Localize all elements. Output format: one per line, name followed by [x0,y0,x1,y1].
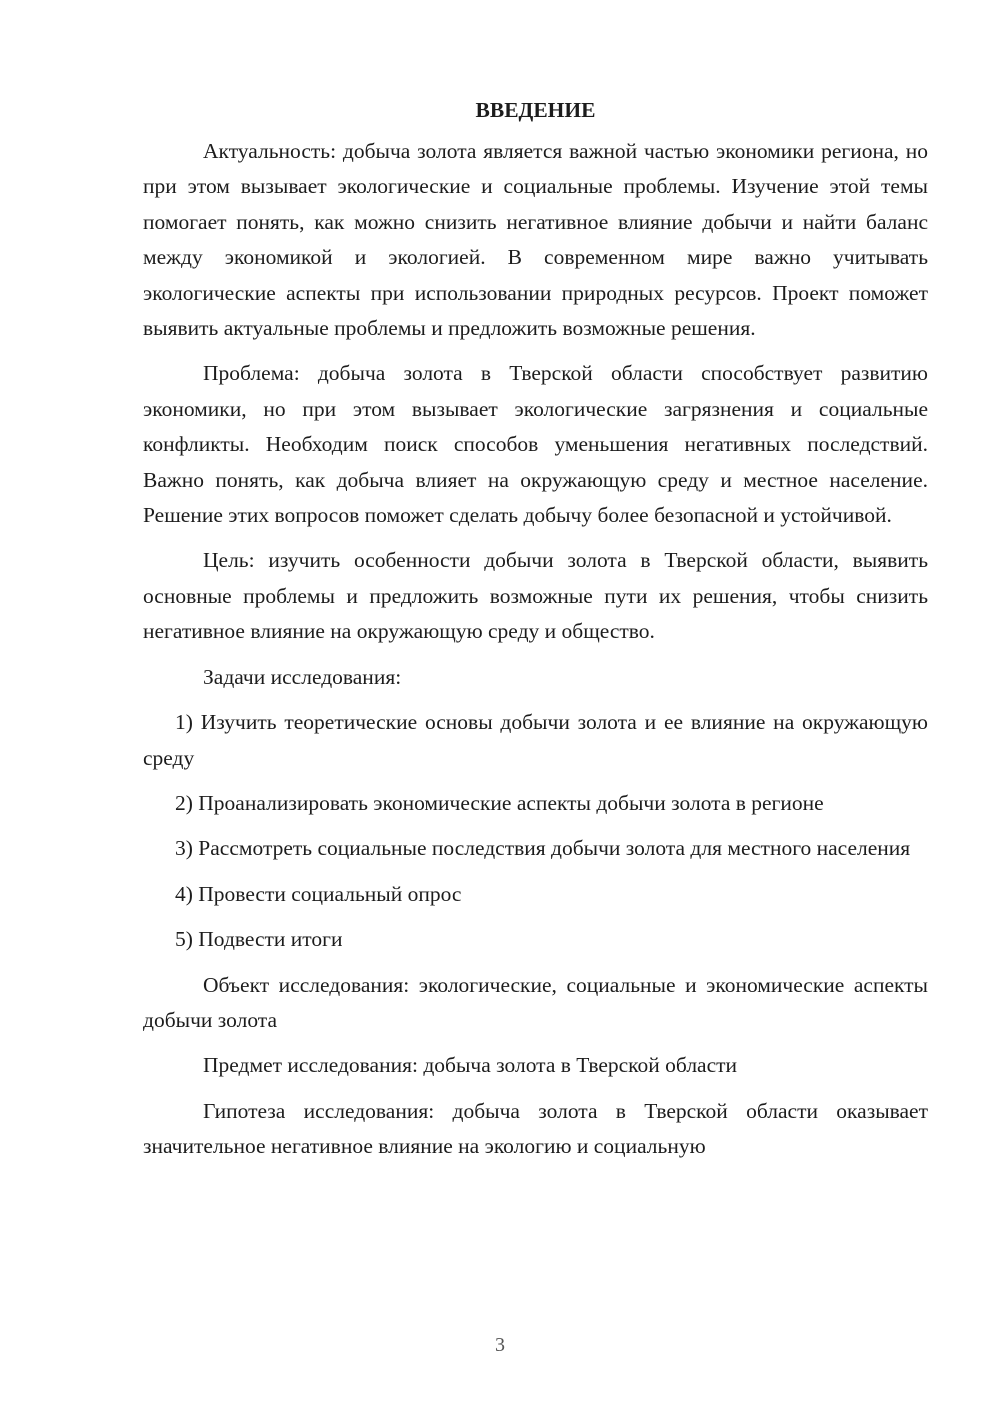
task-item: 3) Рассмотреть социальные последствия добычи золота для местного населения [175,836,911,861]
task-item: 5) Подвести итоги [175,927,343,952]
paragraph-object: Объект исследования: экологические, социальные и экономические аспекты добычи золота [143,972,928,1032]
paragraph-subject: Предмет исследования: добыча золота в Тверской области [203,1053,738,1078]
section-title: ВВЕДЕНИЕ [475,98,596,122]
page-number: 3 [495,1334,505,1356]
paragraph-problem: Проблема: добыча золота в Тверской области способствует развитию экономики, но при этом вызывает экологические загрязнения и социальные конфликты. Необходим поиск способов уменьшения негативных последствий. Важно понять, как добыча влияет на окружающую среду и местное население. Решение этих вопросов поможет сделать добычу более безопасной и устойчивой. [143,361,928,528]
paragraph-relevance: Актуальность: добыча золота является важной частью экономики региона, но при этом вызывает экологические и социальные проблемы. Изучение этой темы помогает понять, как можно снизить негативное влияние добычи и найти баланс между экономикой и экологией. В современном мире важно учитывать экологические аспекты при использовании природных ресурсов. Проект поможет выявить актуальные проблемы и предложить возможные решения. [143,139,928,341]
paragraph-goal: Цель: изучить особенности добычи золота в Тверской области, выявить основные проблемы и предложить возможные пути их решения, чтобы снизить негативное влияние на окружающую среду и общество. [143,548,928,644]
tasks-heading: Задачи исследования: [203,664,402,689]
task-item: 1) Изучить теоретические основы добычи золота и ее влияние на окружающую среду [143,710,928,770]
document-body [143,96,928,1175]
task-item: 2) Проанализировать экономические аспекты добычи золота в регионе [175,790,824,815]
paragraph-hypothesis: Гипотеза исследования: добыча золота в Тверской области оказывает значительное негативное влияние на экологию и социальную [143,1098,928,1159]
task-item: 4) Провести социальный опрос [175,881,462,906]
